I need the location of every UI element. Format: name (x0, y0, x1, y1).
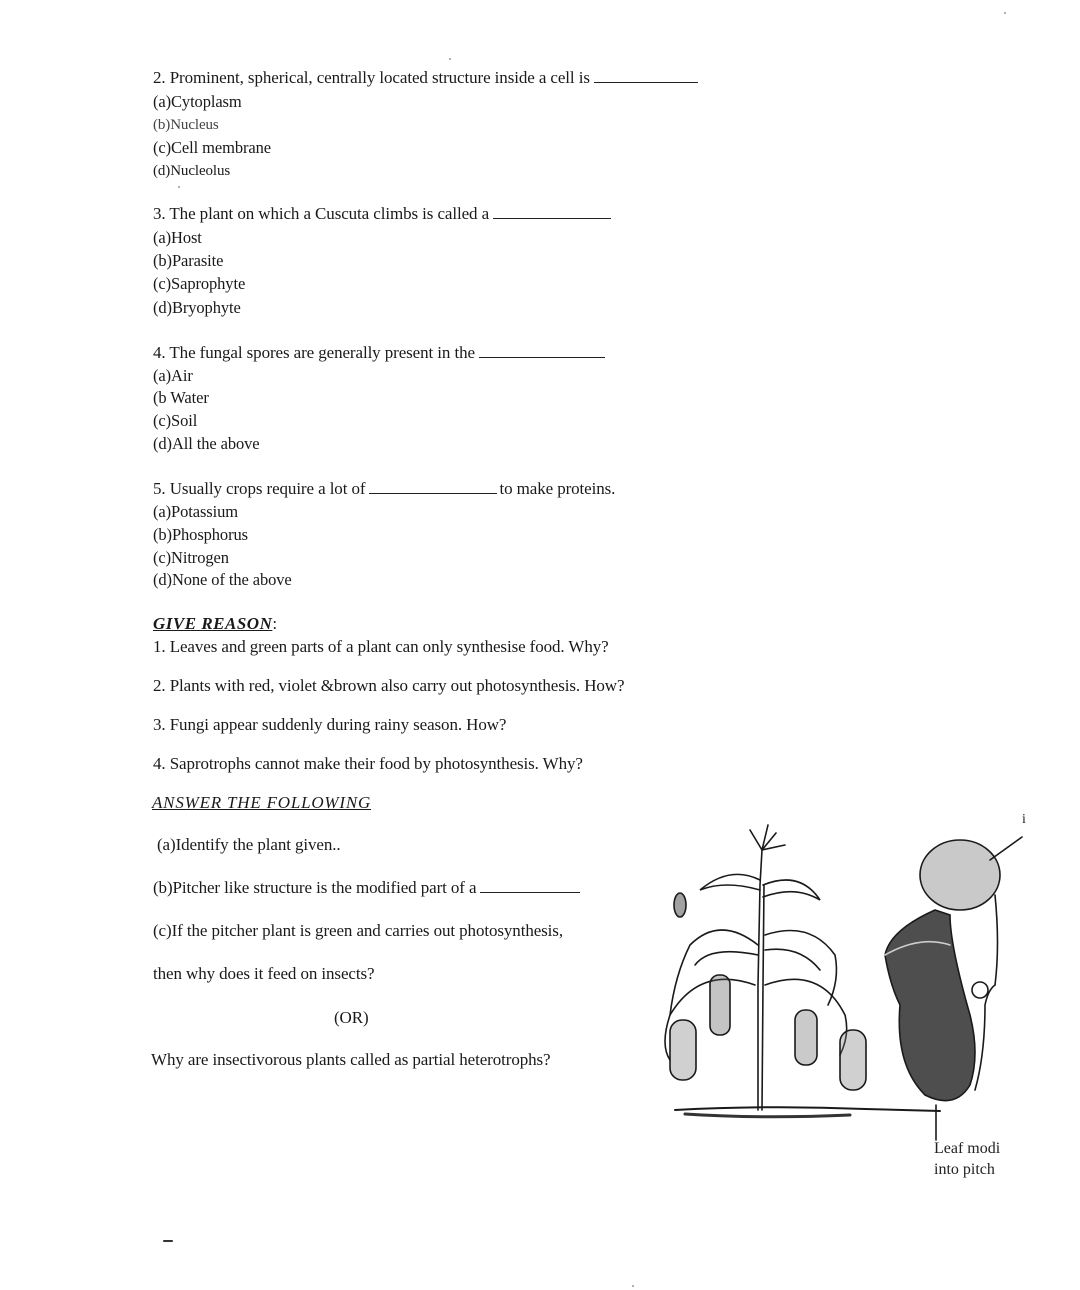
scan-speck (1004, 12, 1006, 14)
pitcher-plant-illustration (650, 805, 1080, 1195)
diagram-label-i: i (1022, 812, 1026, 827)
question-4-text: 4. The fungal spores are generally present in the (153, 343, 475, 362)
answer-blank (369, 479, 497, 494)
q4-option-d: (d)All the above (153, 434, 260, 453)
scan-speck (449, 58, 451, 60)
q4-option-a: (a)Air (153, 366, 193, 385)
q5-option-d: (d)None of the above (153, 570, 292, 589)
q4-option-c: (c)Soil (153, 411, 198, 430)
give-reason-title: GIVE REASON (153, 614, 273, 633)
scan-speck (632, 1285, 634, 1287)
q3-option-d: (d)Bryophyte (153, 298, 241, 317)
q5-option-b: (b)Phosphorus (153, 525, 248, 544)
diagram-caption-line1: Leaf modi (934, 1140, 1001, 1157)
q2-option-d: (d)Nucleolus (153, 163, 231, 179)
question-2-stem (153, 67, 698, 89)
diagram-caption-line2: into pitch (934, 1161, 995, 1178)
question-4-stem (153, 342, 605, 364)
or-separator: (OR) (334, 1008, 369, 1027)
q2-option-c: (c)Cell membrane (153, 138, 271, 157)
answer-item-c-line1: (c)If the pitcher plant is green and carries out photosynthesis, (153, 921, 563, 940)
question-5-text-before: 5. Usually crops require a lot of (153, 479, 366, 498)
pitcher-plant-diagram (650, 805, 1080, 1195)
answer-item-b-text: (b)Pitcher like structure is the modified part of a (153, 878, 477, 897)
q3-option-b: (b)Parasite (153, 251, 224, 270)
answer-following-heading: ANSWER THE FOLLOWING (152, 793, 372, 812)
heading-colon: : (272, 614, 277, 633)
answer-item-c-line2: then why does it feed on insects? (153, 964, 375, 983)
reason-item-3: 3. Fungi appear suddenly during rainy season. How? (153, 715, 507, 734)
answer-item-b (153, 877, 580, 899)
question-2-text: 2. Prominent, spherical, centrally located structure inside a cell is (153, 68, 590, 87)
q5-option-a: (a)Potassium (153, 502, 238, 521)
question-5-stem (153, 478, 615, 500)
answer-blank (594, 68, 698, 83)
question-5-text-after: to make proteins. (499, 479, 616, 498)
q2-option-b: (b)Nucleus (153, 117, 219, 133)
answer-blank (480, 878, 580, 893)
question-3-text: 3. The plant on which a Cuscuta climbs is called a (153, 204, 490, 223)
q5-option-c: (c)Nitrogen (153, 548, 229, 567)
question-3-stem (153, 203, 611, 225)
give-reason-heading (153, 613, 277, 635)
reason-item-1: 1. Leaves and green parts of a plant can only synthesise food. Why? (153, 637, 609, 656)
q4-option-b: (b Water (153, 388, 209, 407)
scan-speck (178, 186, 180, 188)
answer-item-alternative: Why are insectivorous plants called as partial heterotrophs? (151, 1050, 551, 1069)
q2-option-a: (a)Cytoplasm (153, 92, 242, 111)
scan-speck (163, 1240, 173, 1242)
answer-item-a: (a)Identify the plant given.. (157, 835, 341, 854)
answer-blank (479, 343, 605, 358)
q3-option-a: (a)Host (153, 228, 202, 247)
reason-item-4: 4. Saprotrophs cannot make their food by photosynthesis. Why? (153, 754, 583, 773)
q3-option-c: (c)Saprophyte (153, 274, 246, 293)
answer-blank (493, 204, 611, 219)
reason-item-2: 2. Plants with red, violet &brown also carry out photosynthesis. How? (153, 676, 625, 695)
